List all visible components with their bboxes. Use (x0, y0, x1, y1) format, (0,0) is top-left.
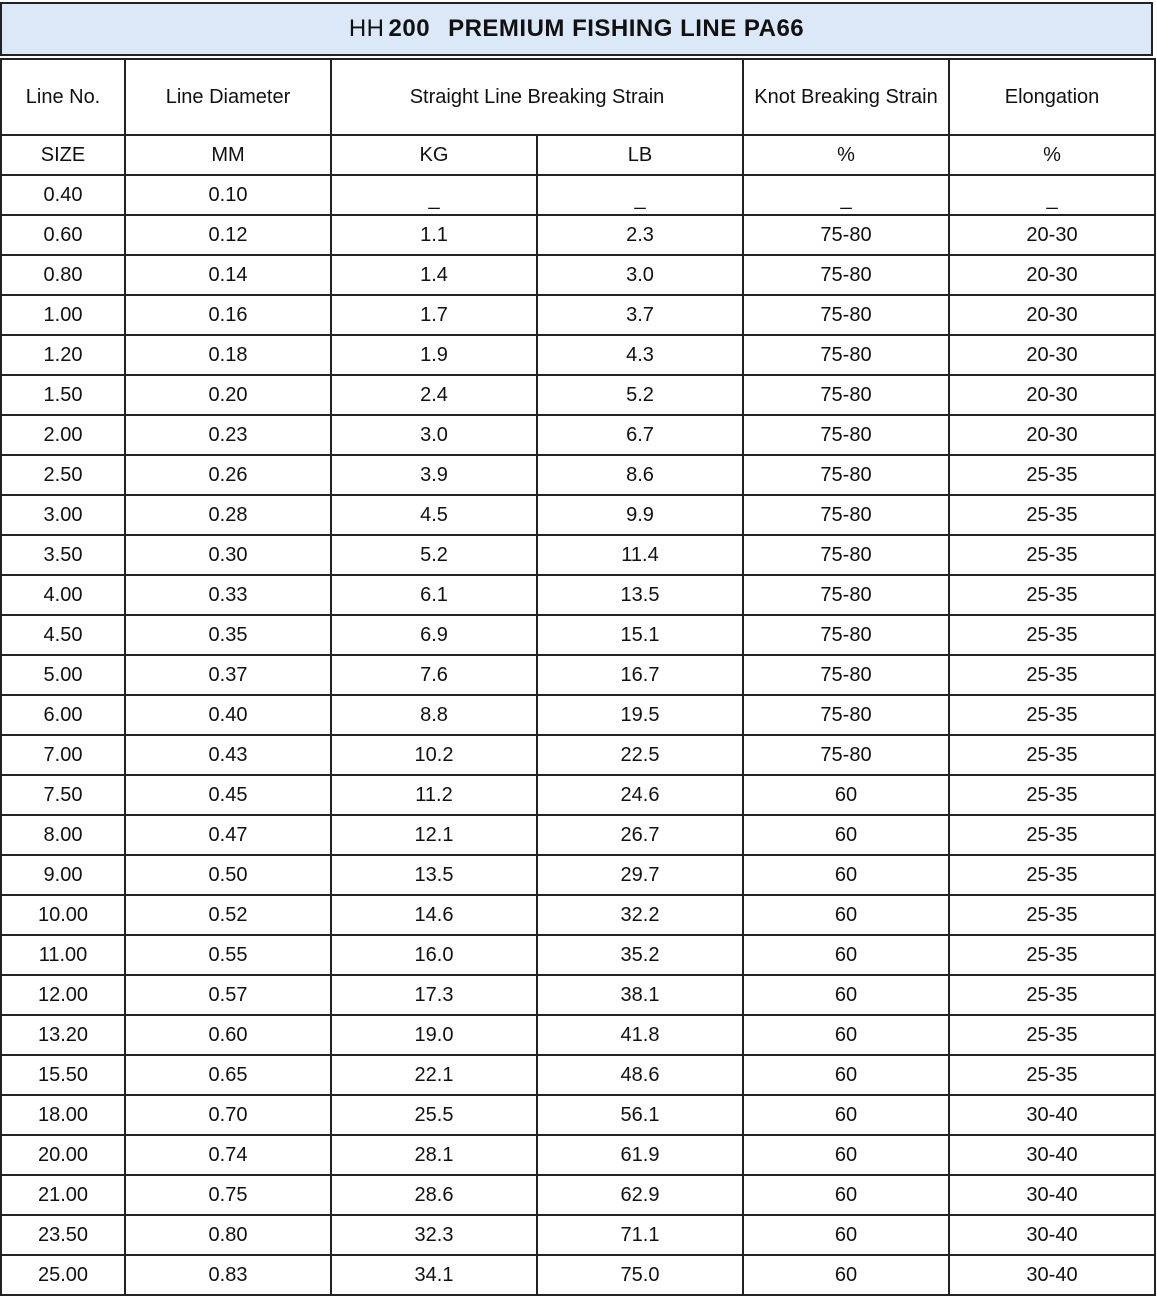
unit-elong-pct: % (949, 135, 1155, 175)
kg-cell: 11.2 (331, 775, 537, 815)
elongation-cell: _ (949, 175, 1155, 215)
table-row (1, 935, 1155, 975)
size-cell: 8.00 (1, 815, 125, 855)
elongation-cell: 25-35 (949, 535, 1155, 575)
spec-table (0, 58, 1156, 1296)
table-row (1, 855, 1155, 895)
knot-cell: 60 (743, 1095, 949, 1135)
elongation-cell: 25-35 (949, 935, 1155, 975)
header-line-no: Line No. (1, 59, 125, 135)
unit-lb: LB (537, 135, 743, 175)
table-row (1, 975, 1155, 1015)
unit-mm: MM (125, 135, 331, 175)
title-model: HH (348, 15, 385, 42)
kg-cell: 16.0 (331, 935, 537, 975)
diameter-cell: 0.65 (125, 1055, 331, 1095)
table-row (1, 1135, 1155, 1175)
diameter-cell: 0.80 (125, 1215, 331, 1255)
table-row (1, 495, 1155, 535)
table-row (1, 375, 1155, 415)
knot-cell: 60 (743, 815, 949, 855)
table-row (1, 535, 1155, 575)
knot-cell: 75-80 (743, 735, 949, 775)
kg-cell: 13.5 (331, 855, 537, 895)
elongation-cell: 25-35 (949, 895, 1155, 935)
kg-cell: 28.6 (331, 1175, 537, 1215)
diameter-cell: 0.37 (125, 655, 331, 695)
knot-cell: 60 (743, 1055, 949, 1095)
size-cell: 4.50 (1, 615, 125, 655)
diameter-cell: 0.57 (125, 975, 331, 1015)
elongation-cell: 25-35 (949, 615, 1155, 655)
kg-cell: _ (331, 175, 537, 215)
unit-size: SIZE (1, 135, 125, 175)
lb-cell: 29.7 (537, 855, 743, 895)
diameter-cell: 0.30 (125, 535, 331, 575)
elongation-cell: 30-40 (949, 1135, 1155, 1175)
elongation-cell: 25-35 (949, 455, 1155, 495)
size-cell: 6.00 (1, 695, 125, 735)
kg-cell: 7.6 (331, 655, 537, 695)
lb-cell: 22.5 (537, 735, 743, 775)
kg-cell: 10.2 (331, 735, 537, 775)
elongation-cell: 25-35 (949, 775, 1155, 815)
lb-cell: 71.1 (537, 1215, 743, 1255)
lb-cell: 62.9 (537, 1175, 743, 1215)
size-cell: 7.00 (1, 735, 125, 775)
diameter-cell: 0.74 (125, 1135, 331, 1175)
diameter-cell: 0.43 (125, 735, 331, 775)
kg-cell: 1.1 (331, 215, 537, 255)
unit-knot-pct: % (743, 135, 949, 175)
kg-cell: 32.3 (331, 1215, 537, 1255)
diameter-cell: 0.52 (125, 895, 331, 935)
elongation-cell: 25-35 (949, 1055, 1155, 1095)
kg-cell: 6.1 (331, 575, 537, 615)
lb-cell: 32.2 (537, 895, 743, 935)
diameter-cell: 0.18 (125, 335, 331, 375)
kg-cell: 22.1 (331, 1055, 537, 1095)
kg-cell: 1.4 (331, 255, 537, 295)
diameter-cell: 0.10 (125, 175, 331, 215)
lb-cell: 56.1 (537, 1095, 743, 1135)
size-cell: 21.00 (1, 1175, 125, 1215)
table-row (1, 1055, 1155, 1095)
table-row (1, 615, 1155, 655)
lb-cell: _ (537, 175, 743, 215)
table-row (1, 655, 1155, 695)
knot-cell: 75-80 (743, 215, 949, 255)
lb-cell: 9.9 (537, 495, 743, 535)
header-row (1, 59, 1155, 135)
knot-cell: 60 (743, 1255, 949, 1295)
table-row (1, 815, 1155, 855)
size-cell: 3.50 (1, 535, 125, 575)
size-cell: 1.00 (1, 295, 125, 335)
knot-cell: 60 (743, 1015, 949, 1055)
kg-cell: 12.1 (331, 815, 537, 855)
kg-cell: 28.1 (331, 1135, 537, 1175)
diameter-cell: 0.35 (125, 615, 331, 655)
table-row (1, 415, 1155, 455)
knot-cell: 75-80 (743, 615, 949, 655)
unit-kg: KG (331, 135, 537, 175)
knot-cell: 60 (743, 895, 949, 935)
lb-cell: 75.0 (537, 1255, 743, 1295)
title-bar (0, 2, 1153, 56)
header-elongation: Elongation (949, 59, 1155, 135)
size-cell: 10.00 (1, 895, 125, 935)
elongation-cell: 20-30 (949, 295, 1155, 335)
kg-cell: 1.7 (331, 295, 537, 335)
size-cell: 12.00 (1, 975, 125, 1015)
knot-cell: 75-80 (743, 655, 949, 695)
elongation-cell: 25-35 (949, 815, 1155, 855)
knot-cell: 75-80 (743, 575, 949, 615)
table-row (1, 695, 1155, 735)
diameter-cell: 0.47 (125, 815, 331, 855)
lb-cell: 61.9 (537, 1135, 743, 1175)
header-straight-strain: Straight Line Breaking Strain (331, 59, 743, 135)
size-cell: 4.00 (1, 575, 125, 615)
size-cell: 0.80 (1, 255, 125, 295)
kg-cell: 5.2 (331, 535, 537, 575)
lb-cell: 16.7 (537, 655, 743, 695)
diameter-cell: 0.40 (125, 695, 331, 735)
knot-cell: 75-80 (743, 455, 949, 495)
size-cell: 0.60 (1, 215, 125, 255)
diameter-cell: 0.83 (125, 1255, 331, 1295)
diameter-cell: 0.45 (125, 775, 331, 815)
elongation-cell: 20-30 (949, 335, 1155, 375)
elongation-cell: 25-35 (949, 1015, 1155, 1055)
table-row (1, 735, 1155, 775)
diameter-cell: 0.33 (125, 575, 331, 615)
knot-cell: 75-80 (743, 695, 949, 735)
knot-cell: 60 (743, 975, 949, 1015)
elongation-cell: 30-40 (949, 1215, 1155, 1255)
knot-cell: 75-80 (743, 415, 949, 455)
elongation-cell: 25-35 (949, 575, 1155, 615)
lb-cell: 2.3 (537, 215, 743, 255)
header-line-diameter: Line Diameter (125, 59, 331, 135)
elongation-cell: 30-40 (949, 1175, 1155, 1215)
size-cell: 1.20 (1, 335, 125, 375)
kg-cell: 19.0 (331, 1015, 537, 1055)
title-name: PREMIUM FISHING LINE PA66 (448, 15, 805, 42)
elongation-cell: 30-40 (949, 1255, 1155, 1295)
table-row (1, 1095, 1155, 1135)
table-row (1, 175, 1155, 215)
lb-cell: 38.1 (537, 975, 743, 1015)
table-row (1, 1175, 1155, 1215)
diameter-cell: 0.14 (125, 255, 331, 295)
kg-cell: 34.1 (331, 1255, 537, 1295)
elongation-cell: 25-35 (949, 975, 1155, 1015)
diameter-cell: 0.75 (125, 1175, 331, 1215)
table-row (1, 255, 1155, 295)
size-cell: 11.00 (1, 935, 125, 975)
knot-cell: 75-80 (743, 375, 949, 415)
size-cell: 3.00 (1, 495, 125, 535)
lb-cell: 26.7 (537, 815, 743, 855)
diameter-cell: 0.23 (125, 415, 331, 455)
lb-cell: 19.5 (537, 695, 743, 735)
diameter-cell: 0.50 (125, 855, 331, 895)
size-cell: 7.50 (1, 775, 125, 815)
table-row (1, 575, 1155, 615)
elongation-cell: 25-35 (949, 655, 1155, 695)
diameter-cell: 0.20 (125, 375, 331, 415)
elongation-cell: 20-30 (949, 375, 1155, 415)
diameter-cell: 0.16 (125, 295, 331, 335)
units-row (1, 135, 1155, 175)
lb-cell: 11.4 (537, 535, 743, 575)
table-row (1, 295, 1155, 335)
lb-cell: 15.1 (537, 615, 743, 655)
elongation-cell: 20-30 (949, 255, 1155, 295)
lb-cell: 5.2 (537, 375, 743, 415)
elongation-cell: 20-30 (949, 215, 1155, 255)
table-row (1, 1015, 1155, 1055)
knot-cell: 75-80 (743, 335, 949, 375)
elongation-cell: 25-35 (949, 695, 1155, 735)
lb-cell: 13.5 (537, 575, 743, 615)
elongation-cell: 20-30 (949, 415, 1155, 455)
elongation-cell: 25-35 (949, 855, 1155, 895)
table-row (1, 215, 1155, 255)
knot-cell: 60 (743, 1215, 949, 1255)
knot-cell: 60 (743, 855, 949, 895)
lb-cell: 8.6 (537, 455, 743, 495)
elongation-cell: 25-35 (949, 495, 1155, 535)
lb-cell: 3.7 (537, 295, 743, 335)
lb-cell: 6.7 (537, 415, 743, 455)
lb-cell: 3.0 (537, 255, 743, 295)
lb-cell: 48.6 (537, 1055, 743, 1095)
table-row (1, 455, 1155, 495)
header-knot-strain: Knot Breaking Strain (743, 59, 949, 135)
knot-cell: _ (743, 175, 949, 215)
kg-cell: 6.9 (331, 615, 537, 655)
table-row (1, 335, 1155, 375)
kg-cell: 3.0 (331, 415, 537, 455)
size-cell: 20.00 (1, 1135, 125, 1175)
elongation-cell: 25-35 (949, 735, 1155, 775)
diameter-cell: 0.60 (125, 1015, 331, 1055)
knot-cell: 75-80 (743, 495, 949, 535)
kg-cell: 3.9 (331, 455, 537, 495)
table-row (1, 895, 1155, 935)
elongation-cell: 30-40 (949, 1095, 1155, 1135)
kg-cell: 8.8 (331, 695, 537, 735)
table-row (1, 1255, 1155, 1295)
knot-cell: 60 (743, 1135, 949, 1175)
knot-cell: 60 (743, 775, 949, 815)
size-cell: 0.40 (1, 175, 125, 215)
kg-cell: 4.5 (331, 495, 537, 535)
diameter-cell: 0.28 (125, 495, 331, 535)
knot-cell: 75-80 (743, 255, 949, 295)
size-cell: 25.00 (1, 1255, 125, 1295)
kg-cell: 2.4 (331, 375, 537, 415)
kg-cell: 17.3 (331, 975, 537, 1015)
size-cell: 9.00 (1, 855, 125, 895)
diameter-cell: 0.12 (125, 215, 331, 255)
kg-cell: 14.6 (331, 895, 537, 935)
size-cell: 18.00 (1, 1095, 125, 1135)
diameter-cell: 0.26 (125, 455, 331, 495)
size-cell: 5.00 (1, 655, 125, 695)
title-number: 200 (388, 15, 431, 42)
spec-table-body (1, 59, 1155, 1295)
kg-cell: 1.9 (331, 335, 537, 375)
kg-cell: 25.5 (331, 1095, 537, 1135)
diameter-cell: 0.55 (125, 935, 331, 975)
knot-cell: 60 (743, 935, 949, 975)
size-cell: 23.50 (1, 1215, 125, 1255)
knot-cell: 75-80 (743, 535, 949, 575)
size-cell: 13.20 (1, 1015, 125, 1055)
size-cell: 2.50 (1, 455, 125, 495)
size-cell: 2.00 (1, 415, 125, 455)
size-cell: 15.50 (1, 1055, 125, 1095)
lb-cell: 41.8 (537, 1015, 743, 1055)
diameter-cell: 0.70 (125, 1095, 331, 1135)
lb-cell: 35.2 (537, 935, 743, 975)
table-row (1, 1215, 1155, 1255)
size-cell: 1.50 (1, 375, 125, 415)
knot-cell: 60 (743, 1175, 949, 1215)
knot-cell: 75-80 (743, 295, 949, 335)
table-row (1, 775, 1155, 815)
lb-cell: 4.3 (537, 335, 743, 375)
lb-cell: 24.6 (537, 775, 743, 815)
